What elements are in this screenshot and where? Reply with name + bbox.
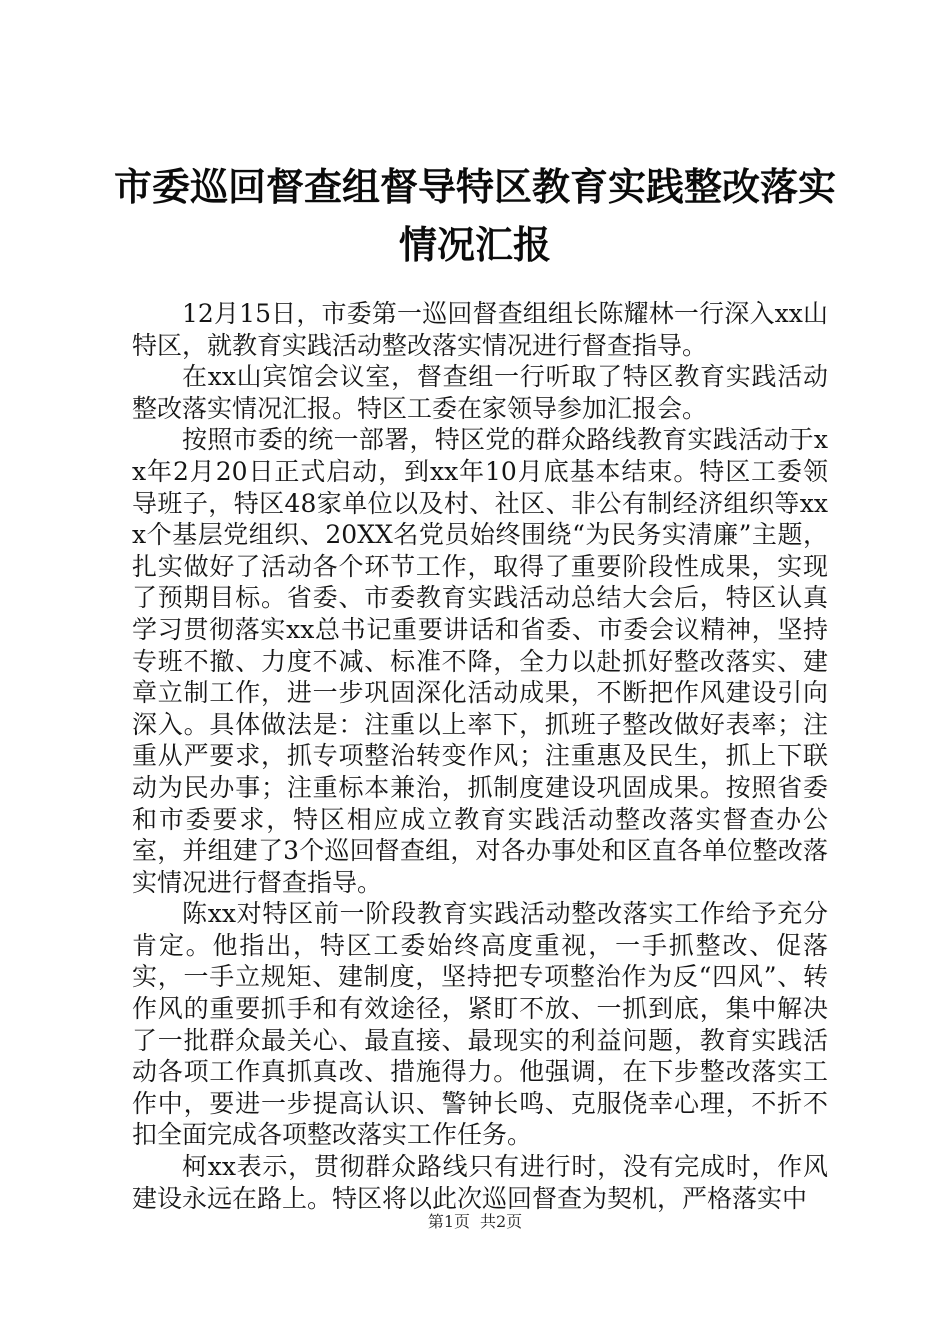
- paragraph: 柯xx表示，贯彻群众路线只有进行时，没有完成时，作风建设永远在路上。特区将以此次巡回督查为契机，严格落实中: [132, 1152, 828, 1213]
- document-body: [132, 298, 828, 1214]
- page-total: 共2页: [480, 1212, 523, 1231]
- page-footer: [0, 1212, 950, 1232]
- paragraph: 在xx山宾馆会议室，督查组一行听取了特区教育实践活动整改落实情况汇报。特区工委在家领导参加汇报会。: [132, 362, 828, 423]
- page-number: 第1页: [427, 1212, 470, 1231]
- paragraph: 按照市委的统一部署，特区党的群众路线教育实践活动于xx年2月20日正式启动，到xx年10月底基本结束。特区工委领导班子，特区48家单位以及村、社区、非公有制经济组织等xxx个基层党组织、20XX名党员始终围绕“为民务实清廉”主题，扎实做好了活动各个环节工作，取得了重要阶段性成果，实现了预期目标。省委、市委教育实践活动总结大会后，特区认真学习贯彻落实xx总书记重要讲话和省委、市委会议精神，坚持专班不撤、力度不减、标准不降，全力以赴抓好整改落实、建章立制工作，进一步巩固深化活动成果，不断把作风建设引向深入。具体做法是：注重以上率下，抓班子整改做好表率；注重从严要求，抓专项整治转变作风；注重惠及民生，抓上下联动为民办事；注重标本兼治，抓制度建设巩固成果。按照省委和市委要求，特区相应成立教育实践活动整改落实督查办公室，并组建了3个巡回督查组，对各办事处和区直各单位整改落实情况进行督查指导。: [132, 425, 828, 897]
- paragraph: 12月15日，市委第一巡回督查组组长陈耀林一行深入xx山特区，就教育实践活动整改落实情况进行督查指导。: [132, 299, 828, 360]
- document-title: 市委巡回督查组督导特区教育实践整改落实情况汇报: [113, 164, 836, 267]
- paragraph: 陈xx对特区前一阶段教育实践活动整改落实工作给予充分肯定。他指出，特区工委始终高度重视，一手抓整改、促落实，一手立规矩、建制度，坚持把专项整治作为反“四风”、转作风的重要抓手和有效途径，紧盯不放、一抓到底，集中解决了一批群众最关心、最直接、最现实的利益问题，教育实践活动各项工作真抓真改、措施得力。他强调，在下步整改落实工作中，要进一步提高认识、警钟长鸣、克服侥幸心理，不折不扣全面完成各项整改落实工作任务。: [132, 899, 828, 1150]
